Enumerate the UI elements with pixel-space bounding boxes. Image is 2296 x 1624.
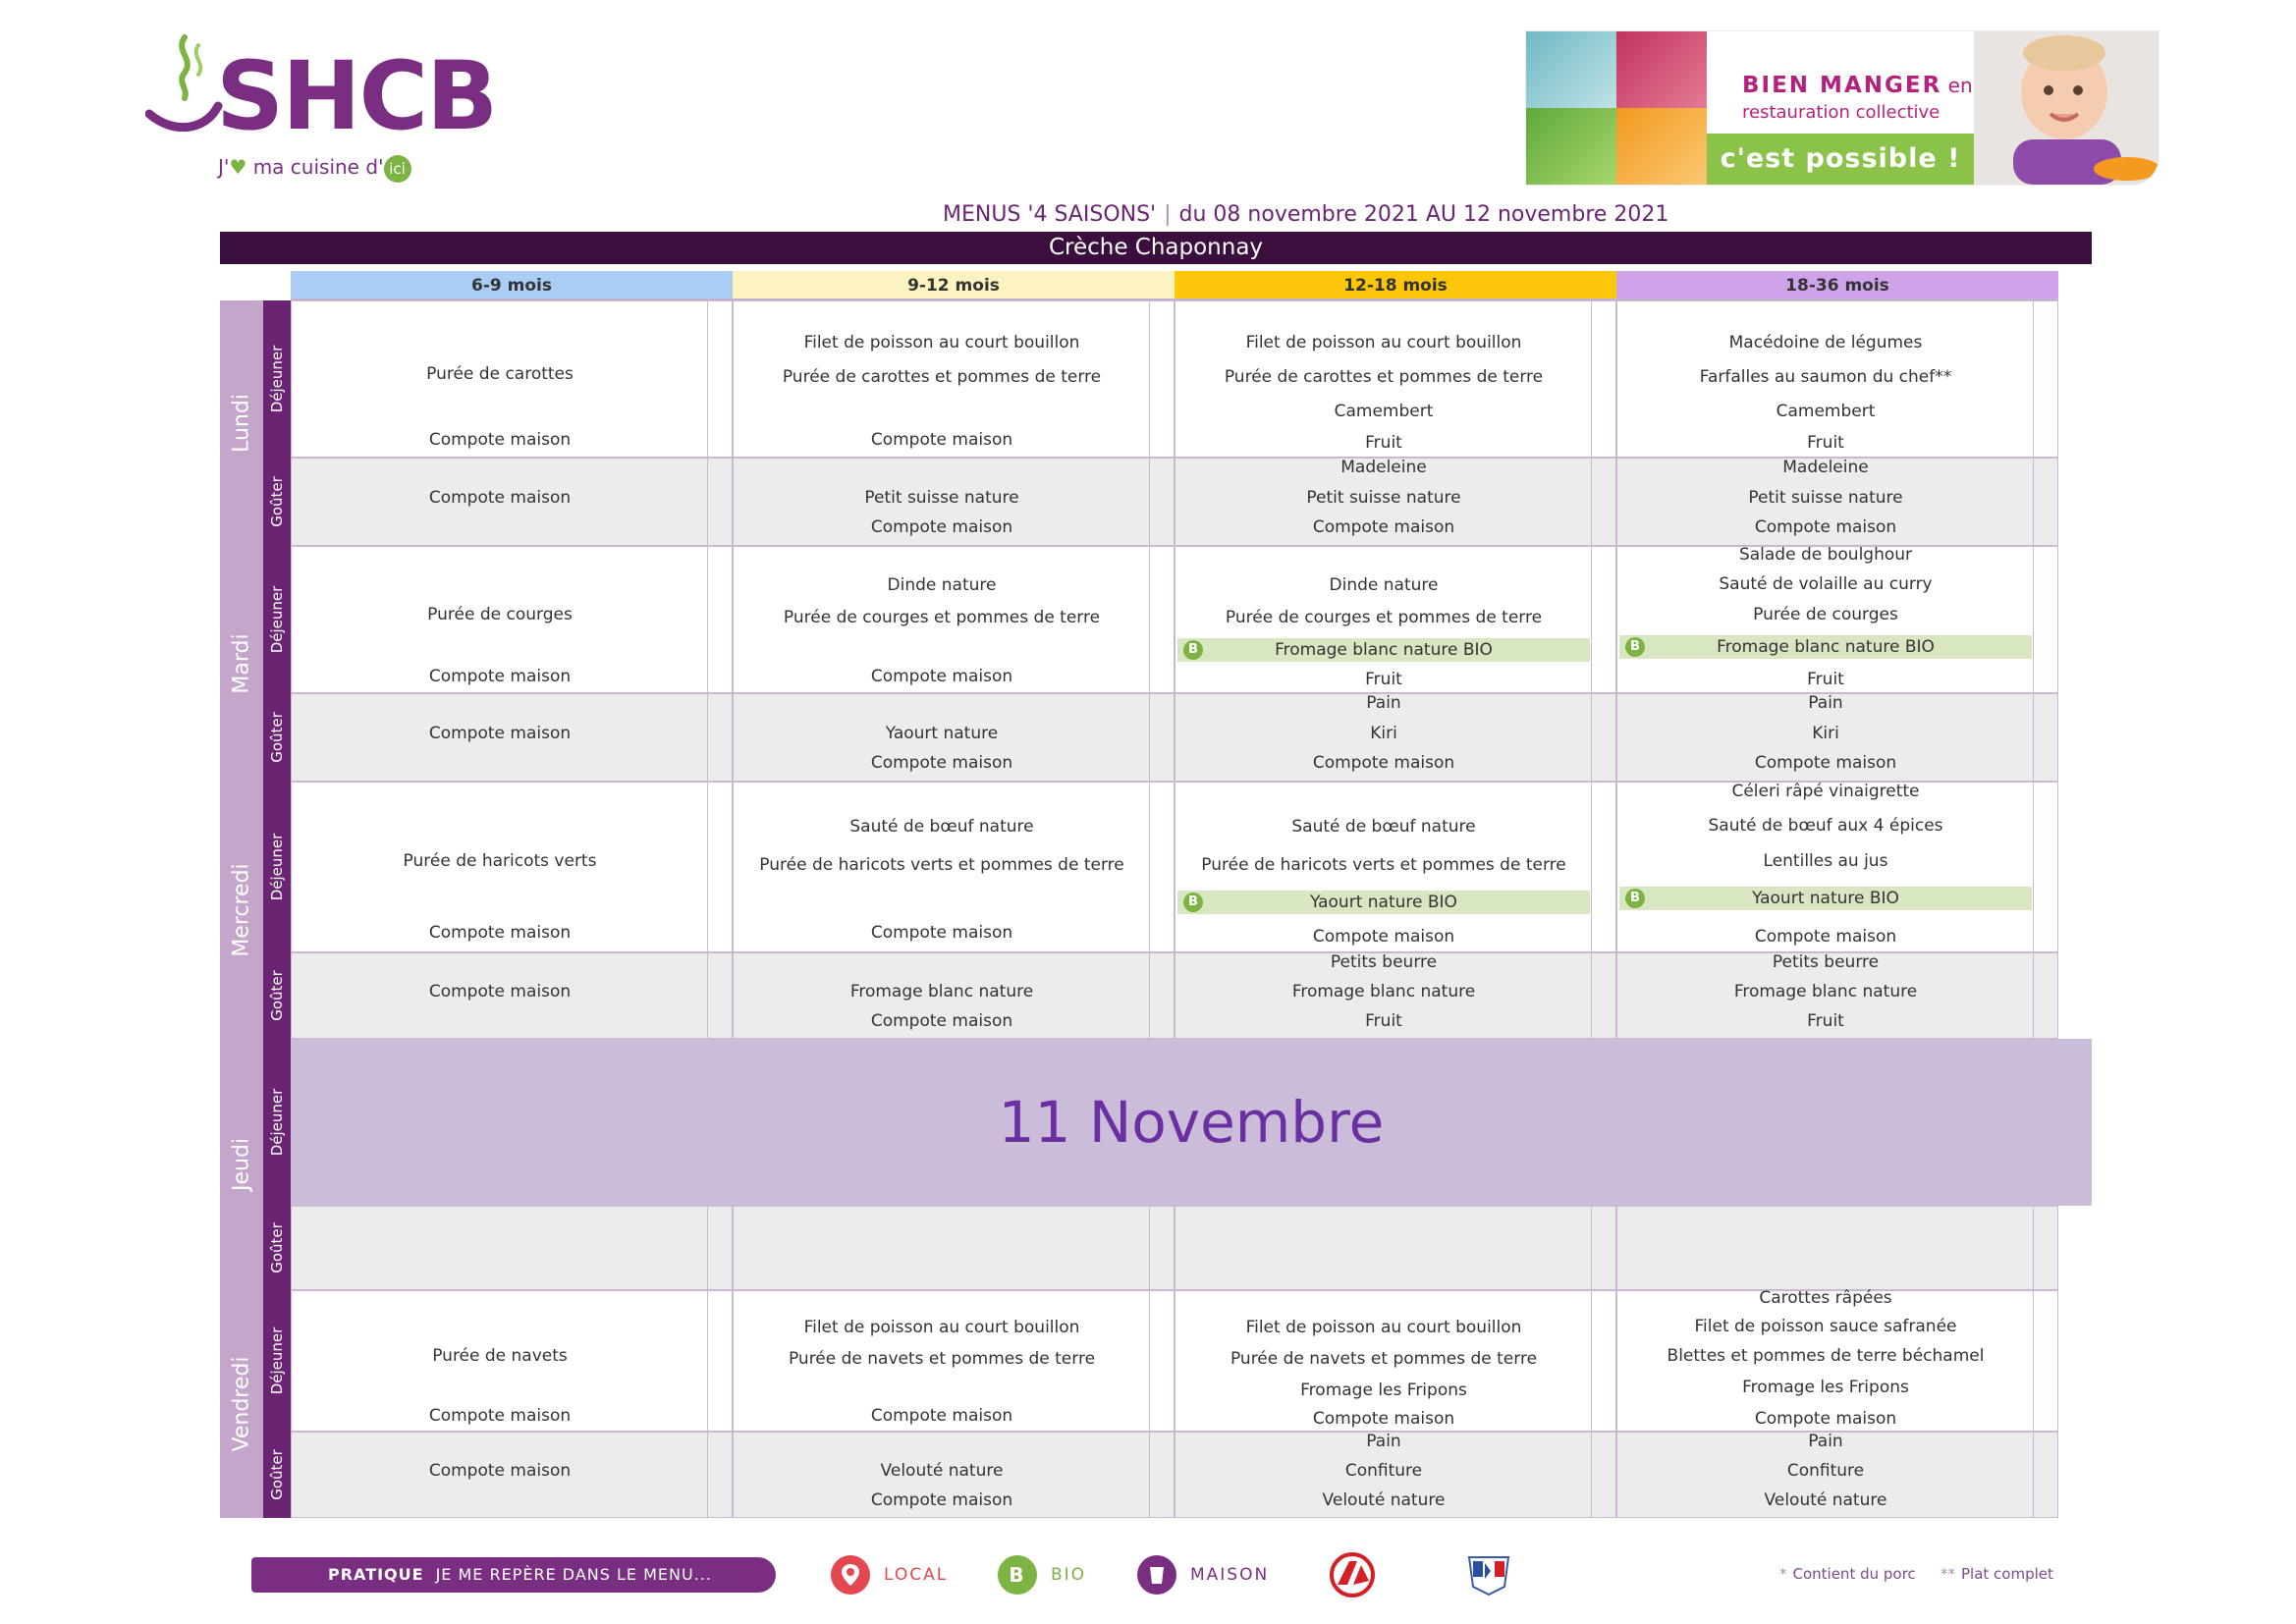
day-label-mercredi	[220, 782, 263, 1039]
logo-text: SHCB	[216, 41, 497, 151]
menu-cell	[291, 546, 733, 693]
banner-cta: c'est possible !	[1707, 134, 1974, 185]
menu-item-text: Compote maison	[870, 1011, 1013, 1031]
menu-item-text: Compote maison	[870, 1406, 1013, 1426]
menu-item-text: Camembert	[1334, 402, 1434, 421]
legend-maison: MAISON	[1137, 1553, 1269, 1597]
menu-item-text: Dinde nature	[1329, 575, 1439, 595]
menu-item-text: Fruit	[1807, 1011, 1844, 1031]
menu-item-bio	[1177, 638, 1590, 662]
meal-label-dejeuner	[263, 1290, 291, 1432]
menu-item-text: Yaourt nature BIO	[1752, 889, 1899, 908]
day-name: Jeudi	[229, 1137, 254, 1192]
menu-cell	[1175, 1290, 1616, 1432]
menu-item-text: Salade de boulghour	[1738, 545, 1913, 565]
menu-item	[1175, 1316, 1592, 1339]
menu-item	[1175, 331, 1592, 354]
meal-name: Déjeuner	[268, 345, 286, 413]
banner-title: BIEN MANGER en	[1742, 73, 1973, 98]
menu-cell	[1616, 300, 2058, 458]
meal-name: Goûter	[268, 1449, 286, 1500]
meal-name: Déjeuner	[268, 585, 286, 654]
menu-item	[1617, 456, 2034, 479]
menu-item	[1617, 1344, 2034, 1368]
day-name: Lundi	[229, 394, 254, 453]
menu-item	[734, 515, 1150, 539]
menu-item	[1175, 691, 1592, 715]
menu-item-text: Compote maison	[870, 430, 1013, 450]
menu-cell	[1616, 546, 2058, 693]
menu-item	[1175, 925, 1592, 948]
menu-item-text: Petit suisse nature	[1306, 488, 1461, 508]
menu-item	[1617, 486, 2034, 510]
menu-item-text: Macédoine de légumes	[1728, 333, 1923, 352]
menu-item-text: Fromage les Fripons	[1300, 1380, 1467, 1400]
meal-label-dejeuner	[263, 1039, 291, 1206]
menu-item	[1175, 1347, 1592, 1371]
menu-cell	[291, 952, 733, 1039]
menu-cell	[1175, 546, 1616, 693]
menu-item-text: Compote maison	[428, 923, 572, 943]
menu-item	[292, 980, 708, 1003]
bio-icon: B	[998, 1555, 1037, 1595]
menu-cell	[1616, 693, 2058, 782]
menu-item	[734, 1404, 1150, 1428]
menu-item	[1175, 1489, 1592, 1512]
creche-name: Crèche Chaponnay	[220, 232, 2092, 264]
menu-item-text: Compote maison	[870, 753, 1013, 773]
menu-item	[1617, 950, 2034, 974]
menu-cell	[291, 1206, 733, 1290]
meal-name: Goûter	[268, 712, 286, 763]
menu-cell	[291, 693, 733, 782]
menu-cell	[733, 458, 1175, 546]
menu-cell	[291, 458, 733, 546]
menu-item	[1175, 1430, 1592, 1453]
menu-cell	[291, 300, 733, 458]
menu-item-text: Yaourt nature BIO	[1310, 893, 1457, 912]
menu-item-text: Purée de navets	[432, 1346, 568, 1366]
menu-item	[734, 665, 1150, 688]
menu-item	[1175, 400, 1592, 423]
menu-item-text: Filet de poisson au court bouillon	[803, 333, 1080, 352]
menu-item	[1175, 456, 1592, 479]
menu-item-text: Sauté de bœuf nature	[1291, 817, 1476, 837]
menu-item	[734, 722, 1150, 745]
menu-item	[1175, 1459, 1592, 1483]
pratique-banner: PRATIQUE JE ME REPÈRE DANS LE MENU...	[251, 1557, 776, 1593]
menu-cell	[1175, 300, 1616, 458]
menu-item	[1617, 780, 2034, 803]
menu-item-text: Compote maison	[870, 923, 1013, 943]
menu-item-text: Petit suisse nature	[1748, 488, 1903, 508]
menu-item	[1617, 603, 2034, 626]
menu-item	[1175, 980, 1592, 1003]
bio-icon: B	[1625, 637, 1645, 657]
menu-cell	[1616, 458, 2058, 546]
menu-item-text: Sauté de bœuf aux 4 épices	[1708, 816, 1943, 836]
menu-item	[1617, 431, 2034, 455]
menu-item-text: Yaourt nature	[885, 724, 999, 743]
menu-item	[1175, 853, 1592, 877]
meal-label-gouter	[263, 1432, 291, 1518]
menu-item-text: Petit suisse nature	[864, 488, 1019, 508]
menu-item	[734, 428, 1150, 452]
meal-name: Goûter	[268, 970, 286, 1021]
menu-item	[1617, 849, 2034, 873]
menu-cell	[1616, 1206, 2058, 1290]
menu-cell	[733, 1290, 1175, 1432]
menu-item	[292, 849, 708, 873]
day-label-lundi	[220, 300, 263, 546]
steam-logo-icon	[145, 29, 224, 137]
menu-item-text: Purée de haricots verts et pommes de terre	[759, 855, 1124, 875]
menu-item	[1617, 691, 2034, 715]
menu-item-text: Compote maison	[870, 667, 1013, 686]
menu-item-text: Purée de haricots verts et pommes de terre	[1201, 855, 1566, 875]
menu-item	[292, 665, 708, 688]
menu-item-text: Fruit	[1365, 433, 1402, 453]
menu-item-text: Velouté nature	[1322, 1490, 1446, 1510]
menu-item	[734, 921, 1150, 945]
meal-label-dejeuner	[263, 546, 291, 693]
day-label-mardi	[220, 546, 263, 782]
menu-item	[1617, 1459, 2034, 1483]
menu-item-text: Pain	[1366, 693, 1401, 713]
menu-table	[220, 271, 2092, 1522]
menu-item	[292, 1344, 708, 1368]
menu-item	[1175, 950, 1592, 974]
menu-item	[1175, 751, 1592, 775]
age-group-header: 6-9 mois	[291, 271, 733, 300]
menu-item-text: Compote maison	[428, 724, 572, 743]
menu-item-text: Fromage blanc nature BIO	[1275, 640, 1493, 660]
menu-item-text: Compote maison	[1754, 1409, 1897, 1429]
menu-item-text: Purée de navets et pommes de terre	[788, 1349, 1096, 1369]
menu-item-text: Compote maison	[870, 1490, 1013, 1510]
viandes-de-france-icon	[1461, 1553, 1516, 1597]
menu-cell	[291, 782, 733, 952]
menu-item-text: Filet de poisson au court bouillon	[1245, 333, 1522, 352]
menu-item	[292, 603, 708, 626]
menu-item-text: Velouté nature	[880, 1461, 1004, 1481]
map-pin-icon	[831, 1555, 870, 1595]
menu-item	[292, 428, 708, 452]
menu-item-bio	[1177, 891, 1590, 914]
menu-item-text: Compote maison	[1312, 753, 1455, 773]
note-plat-complet: ** Plat complet	[1941, 1565, 2053, 1583]
menu-title: MENUS '4 SAISONS' | du 08 novembre 2021 AU 12 novembre 2021	[943, 202, 1669, 227]
menu-item	[734, 1009, 1150, 1033]
meal-label-gouter	[263, 952, 291, 1039]
menu-item-text: Compote maison	[428, 667, 572, 686]
menu-item	[292, 486, 708, 510]
menu-item-text: Compote maison	[428, 1406, 572, 1426]
cell-divider	[1149, 1207, 1150, 1289]
day-name: Mardi	[229, 633, 254, 694]
meal-name: Goûter	[268, 1222, 286, 1273]
cell-divider	[707, 1207, 708, 1289]
menu-item-text: Compote maison	[428, 488, 572, 508]
menu-cell	[1175, 952, 1616, 1039]
menu-item-text: Confiture	[1786, 1461, 1865, 1481]
heart-icon: ♥	[229, 155, 247, 179]
menu-item-text: Purée de carottes et pommes de terre	[782, 367, 1102, 387]
menu-item-text: Compote maison	[428, 430, 572, 450]
menu-item-text: Purée de courges	[427, 605, 573, 624]
menu-item	[1175, 606, 1592, 629]
menu-item-text: Purée de haricots verts	[403, 851, 597, 871]
menu-item-text: Fromage blanc nature	[1291, 982, 1476, 1001]
menu-item-text: Kiri	[1370, 724, 1397, 743]
menu-item-text: Pain	[1808, 693, 1843, 713]
menu-cell	[1616, 1290, 2058, 1432]
menu-item-text: Sauté de volaille au curry	[1719, 574, 1933, 594]
menu-item	[1617, 980, 2034, 1003]
menu-item	[734, 815, 1150, 839]
meal-label-dejeuner	[263, 300, 291, 458]
holiday-banner	[291, 1039, 2092, 1206]
cell-divider	[2033, 1207, 2034, 1289]
menu-item	[292, 1459, 708, 1483]
menu-item	[1617, 1009, 2034, 1033]
logo-tagline: J'♥ ma cuisine d' ici	[218, 155, 411, 183]
menu-item-text: Filet de poisson sauce safranée	[1694, 1317, 1957, 1336]
legend-bio: B BIO	[998, 1553, 1086, 1597]
menu-item	[1617, 814, 2034, 838]
age-group-header: 18-36 mois	[1616, 271, 2058, 300]
menu-item-text: Pain	[1808, 1432, 1843, 1451]
menu-item	[1617, 1286, 2034, 1310]
baby-photo	[1974, 31, 2159, 185]
menu-item-text: Purée de carottes	[426, 364, 574, 384]
menu-item-text: Sauté de bœuf nature	[849, 817, 1034, 837]
menu-item	[1175, 365, 1592, 389]
menu-cell	[733, 1206, 1175, 1290]
shcb-logo	[145, 29, 497, 179]
banner-photo-tiles	[1526, 31, 1707, 185]
menu-item-text: Compote maison	[428, 982, 572, 1001]
menu-cell	[733, 1432, 1175, 1518]
day-label-jeudi	[220, 1039, 263, 1290]
menu-cell	[733, 300, 1175, 458]
meal-label-gouter	[263, 693, 291, 782]
menu-item	[734, 331, 1150, 354]
menu-item-text: Dinde nature	[887, 575, 997, 595]
label-rouge-icon	[1320, 1553, 1385, 1597]
menu-item-text: Compote maison	[428, 1461, 572, 1481]
menu-item	[1617, 722, 2034, 745]
menu-item	[1617, 515, 2034, 539]
menu-item-text: Farfalles au saumon du chef**	[1699, 367, 1952, 387]
menu-item	[1617, 751, 2034, 775]
menu-cell	[733, 952, 1175, 1039]
menu-item-text: Petits beurre	[1772, 952, 1880, 972]
menu-item-text: Fromage blanc nature	[849, 982, 1034, 1001]
menu-item	[1617, 365, 2034, 389]
menu-item	[734, 606, 1150, 629]
meal-name: Déjeuner	[268, 1088, 286, 1157]
menu-item	[1175, 1407, 1592, 1431]
day-name: Mercredi	[229, 863, 254, 957]
holiday-text: 11 Novembre	[998, 1089, 1385, 1156]
menu-cell	[1175, 782, 1616, 952]
age-group-header: 9-12 mois	[733, 271, 1175, 300]
meal-label-dejeuner	[263, 782, 291, 952]
menu-item-text: Céleri râpé vinaigrette	[1731, 782, 1920, 801]
menu-item	[1175, 486, 1592, 510]
menu-item-text: Fruit	[1365, 1011, 1402, 1031]
menu-item-text: Compote maison	[1312, 927, 1455, 947]
menu-cell	[1175, 693, 1616, 782]
menu-item-text: Compote maison	[870, 517, 1013, 537]
menu-item	[1617, 1315, 2034, 1338]
menu-cell	[1616, 952, 2058, 1039]
menu-item	[734, 1347, 1150, 1371]
menu-item	[292, 1404, 708, 1428]
menu-item-text: Purée de courges	[1753, 605, 1898, 624]
menu-item-text: Purée de carottes et pommes de terre	[1224, 367, 1544, 387]
menu-item	[734, 980, 1150, 1003]
ici-badge: ici	[384, 155, 411, 183]
menu-cell	[733, 546, 1175, 693]
menu-item	[734, 365, 1150, 389]
menu-item-text: Purée de courges et pommes de terre	[783, 608, 1101, 627]
menu-item-text: Madeleine	[1340, 458, 1427, 477]
menu-item-text: Velouté nature	[1764, 1490, 1887, 1510]
menu-item-text: Fromage blanc nature	[1733, 982, 1918, 1001]
menu-item	[734, 1316, 1150, 1339]
meal-name: Goûter	[268, 476, 286, 527]
menu-item	[1617, 572, 2034, 596]
menu-item	[1617, 1430, 2034, 1453]
menu-item-text: Compote maison	[1312, 1409, 1455, 1429]
meal-name: Déjeuner	[268, 1326, 286, 1395]
menu-item-text: Petits beurre	[1330, 952, 1438, 972]
menu-item	[1617, 1376, 2034, 1399]
menu-item-text: Kiri	[1812, 724, 1839, 743]
menu-item	[1617, 925, 2034, 948]
menu-item-text: Fromage les Fripons	[1742, 1378, 1909, 1397]
menu-cell	[733, 693, 1175, 782]
menu-item	[734, 1459, 1150, 1483]
menu-item	[1175, 815, 1592, 839]
menu-item	[292, 362, 708, 386]
menu-item-bio	[1619, 887, 2032, 910]
menu-item	[1617, 543, 2034, 567]
menu-item	[292, 722, 708, 745]
menu-item-text: Fruit	[1807, 670, 1844, 689]
menu-item-text: Compote maison	[1754, 753, 1897, 773]
menu-item	[1617, 331, 2034, 354]
menu-cell	[1175, 1206, 1616, 1290]
menu-item-text: Compote maison	[1754, 927, 1897, 947]
age-group-header: 12-18 mois	[1175, 271, 1616, 300]
bio-icon: B	[1183, 640, 1203, 660]
day-label-vendredi	[220, 1290, 263, 1518]
menu-item	[734, 751, 1150, 775]
menu-item	[1175, 515, 1592, 539]
menu-item	[1617, 668, 2034, 691]
menu-item-text: Filet de poisson au court bouillon	[803, 1318, 1080, 1337]
menu-item-text: Madeleine	[1782, 458, 1869, 477]
menu-item-text: Filet de poisson au court bouillon	[1245, 1318, 1522, 1337]
cell-divider	[1591, 1207, 1592, 1289]
menu-item	[1175, 668, 1592, 691]
menu-cell	[733, 782, 1175, 952]
menu-item-text: Lentilles au jus	[1763, 851, 1888, 871]
menu-item-text: Blettes et pommes de terre béchamel	[1667, 1346, 1985, 1366]
meal-label-gouter	[263, 1206, 291, 1290]
banner-subtitle: restauration collective	[1742, 102, 1941, 123]
cup-icon	[1137, 1555, 1176, 1595]
menu-cell	[1616, 1432, 2058, 1518]
bio-icon: B	[1625, 889, 1645, 908]
menu-item	[1175, 573, 1592, 597]
menu-item-text: Compote maison	[1312, 517, 1455, 537]
note-pork: * Contient du porc	[1779, 1565, 1916, 1583]
menu-item-bio	[1619, 635, 2032, 659]
bio-icon: B	[1183, 893, 1203, 912]
menu-item	[292, 921, 708, 945]
menu-item-text: Purée de navets et pommes de terre	[1230, 1349, 1538, 1369]
menu-cell	[291, 1290, 733, 1432]
menu-item-text: Purée de courges et pommes de terre	[1225, 608, 1543, 627]
menu-item	[1617, 1489, 2034, 1512]
menu-item-text: Camembert	[1776, 402, 1876, 421]
menu-item	[734, 1489, 1150, 1512]
menu-item-text: Confiture	[1344, 1461, 1423, 1481]
menu-item	[734, 853, 1150, 877]
menu-item-text: Fruit	[1365, 670, 1402, 689]
bien-manger-banner	[1526, 31, 2159, 185]
menu-cell	[291, 1432, 733, 1518]
menu-item	[1175, 1379, 1592, 1402]
meal-name: Déjeuner	[268, 833, 286, 901]
menu-item	[1617, 400, 2034, 423]
menu-item-text: Pain	[1366, 1432, 1401, 1451]
menu-item-text: Compote maison	[1754, 517, 1897, 537]
menu-item	[1175, 1009, 1592, 1033]
menu-item	[734, 573, 1150, 597]
menu-cell	[1175, 1432, 1616, 1518]
menu-item	[1175, 722, 1592, 745]
meal-label-gouter	[263, 458, 291, 546]
menu-item	[1175, 431, 1592, 455]
menu-cell	[1616, 782, 2058, 952]
menu-item	[1617, 1407, 2034, 1431]
menu-cell	[1175, 458, 1616, 546]
legend-local: LOCAL	[831, 1553, 948, 1597]
menu-item-text: Fruit	[1807, 433, 1844, 453]
menu-item	[734, 486, 1150, 510]
menu-item-text: Fromage blanc nature BIO	[1717, 637, 1935, 657]
day-name: Vendredi	[229, 1356, 254, 1452]
menu-item-text: Carottes râpées	[1759, 1288, 1892, 1308]
